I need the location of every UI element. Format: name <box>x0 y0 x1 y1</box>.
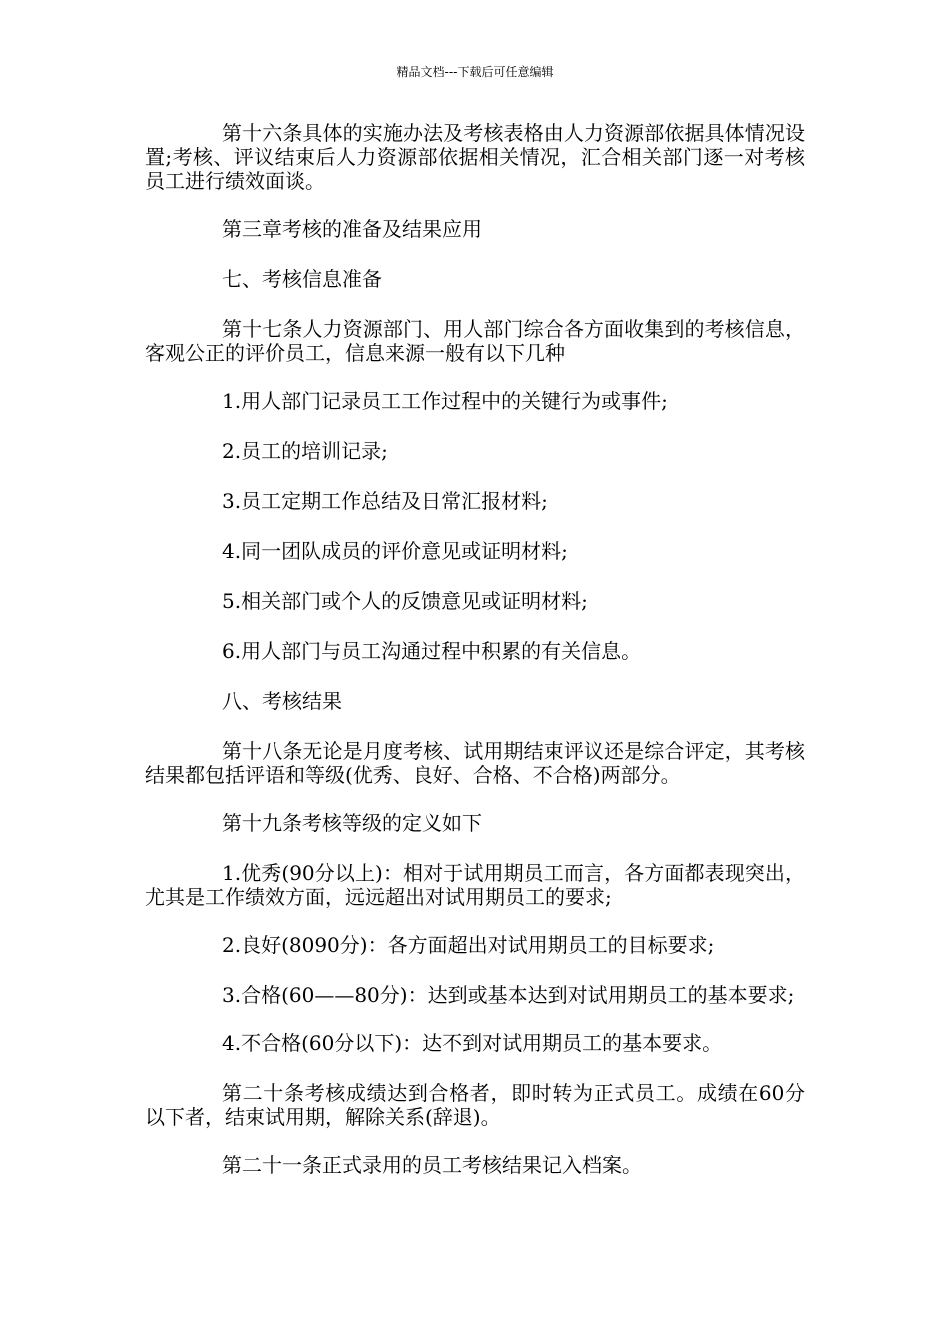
grade-item-excellent: 1.优秀(90分以上)：相对于试用期员工而言，各方面都表现突出，尤其是工作绩效方面，远远超出对试用期员工的要求; <box>145 861 805 909</box>
chapter-heading: 第三章考核的准备及结果应用 <box>222 217 482 241</box>
list-item-4: 4.同一团队成员的评价意见或证明材料; <box>222 539 568 563</box>
paragraph-article-20: 第二十条考核成绩达到合格者，即时转为正式员工。成绩在60分以下者，结束试用期，解除关系(辞退)。 <box>145 1081 805 1129</box>
list-item-2: 2.员工的培训记录; <box>222 439 388 463</box>
page-header: 精品文档---下载后可任意编辑 <box>396 65 554 79</box>
list-item-1: 1.用人部门记录员工工作过程中的关键行为或事件; <box>222 389 668 413</box>
list-item-5: 5.相关部门或个人的反馈意见或证明材料; <box>222 589 588 613</box>
grade-item-good: 2.良好(8090分)：各方面超出对试用期员工的目标要求; <box>222 933 715 957</box>
paragraph-article-17: 第十七条人力资源部门、用人部门综合各方面收集到的考核信息，客观公正的评价员工，信息来源一般有以下几种 <box>145 317 805 365</box>
paragraph-article-16: 第十六条具体的实施办法及考核表格由人力资源部依据具体情况设置;考核、评议结束后人力资源部依据相关情况，汇合相关部门逐一对考核员工进行绩效面谈。 <box>145 121 805 193</box>
paragraph-article-21: 第二十一条正式录用的员工考核结果记入档案。 <box>222 1153 642 1177</box>
grade-item-fail: 4.不合格(60分以下)：达不到对试用期员工的基本要求。 <box>222 1031 723 1055</box>
section-heading-results: 八、考核结果 <box>222 689 342 713</box>
section-heading-info-prep: 七、考核信息准备 <box>222 267 382 291</box>
list-item-3: 3.员工定期工作总结及日常汇报材料; <box>222 489 548 513</box>
paragraph-article-18: 第十八条无论是月度考核、试用期结束评议还是综合评定，其考核结果都包括评语和等级(优秀、良好、合格、不合格)两部分。 <box>145 739 805 787</box>
document-body <box>145 121 805 1203</box>
paragraph-article-19: 第十九条考核等级的定义如下 <box>222 811 482 835</box>
grade-item-pass: 3.合格(60——80分)：达到或基本达到对试用期员工的基本要求; <box>222 983 795 1007</box>
list-item-6: 6.用人部门与员工沟通过程中积累的有关信息。 <box>222 639 642 663</box>
